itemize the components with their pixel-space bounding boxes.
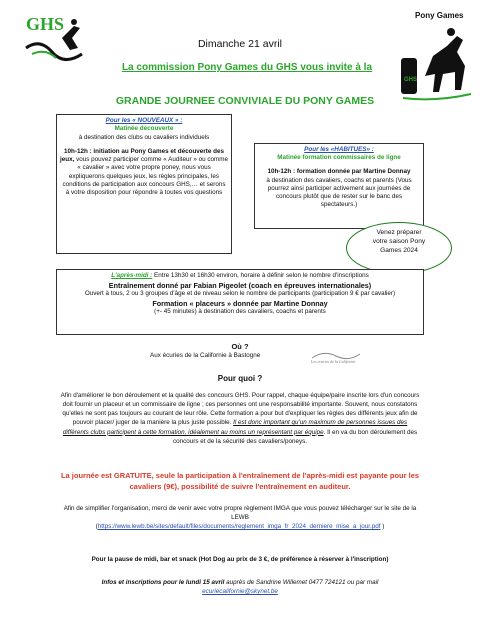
afternoon-intro-text: Entre 13h30 et 16h30 environ, horaire à définir selon le nombre d'inscriptions	[152, 272, 369, 279]
regulars-body-intro: 10h-12h : formation donnée par Martine Donnay	[267, 168, 411, 176]
contact-rest: auprès de Sandrine Willemet 0477 724121 ou par mail	[224, 579, 379, 586]
newcomers-subheading: Matinée découverte	[114, 125, 174, 133]
placeurs-desc: (+- 45 minutes) à destination des cavaliers, coachs et parents	[154, 308, 326, 316]
placeurs-title: Formation « placeurs » donnée par Martine Donnay	[152, 298, 328, 308]
free-notice: La journée est GRATUITE, seule la participation à l'entraînement de l'après-midi est payante pour les cavaliers (9€), possibilité de suivre l'entraînement en auditeur.	[60, 471, 420, 491]
regulars-body: à destination des cavaliers, coachs et parents (Vous pourrez ainsi participer activement aux journées de concours plutôt que de rester sur le banc des spectateurs.)	[266, 176, 412, 209]
event-date: Dimanche 21 avril	[197, 38, 283, 50]
contact-info	[60, 578, 420, 596]
regulars-heading: Pour les «HABITUES» :	[304, 146, 374, 153]
season-oval	[346, 222, 452, 274]
rules-link-line: (https://www.lewb.be/sites/default/files/documents/reglement_imga_fr_2024_derniere_mise_a_jour.pdf )	[95, 523, 385, 531]
newcomers-body	[60, 148, 228, 198]
training-title: Entraînement donné par Fabian Pigeolet (coach en épreuves internationales)	[108, 280, 372, 290]
regulars-subheading: Matinée formation commissaires de ligne	[277, 154, 401, 162]
newcomers-box	[56, 114, 232, 254]
oval-line-1: Venez préparer	[376, 229, 422, 236]
rules-link[interactable]: https://www.lewb.be/sites/default/files/documents/reglement_imga_fr_2024_derniere_mise_a_jour.pdf	[97, 523, 381, 531]
why-paragraph-emphasis: Il est donc important qu'un maximum de personnes issues des différents clubs participent à cette formation, idéalement au moins un représentant par équipe	[62, 419, 408, 436]
ecuries-logo	[310, 348, 362, 364]
svg-text:GHS: GHS	[26, 14, 65, 34]
oval-line-2: votre saison Pony	[372, 237, 426, 245]
afternoon-label: L'après-midi :	[111, 272, 153, 279]
why-heading: Pour quoi ?	[217, 374, 263, 383]
why-paragraph	[60, 391, 420, 446]
contact-deadline: Infos et inscriptions pour le lundi 15 avril	[101, 579, 225, 586]
newcomers-body-intro: 10h-12h : initiation au Pony Games et découverte des jeux,	[60, 147, 224, 164]
regulars-box	[254, 143, 424, 229]
svg-text:Pony Games: Pony Games	[415, 11, 464, 20]
afternoon-box	[56, 269, 424, 335]
rules-notice	[56, 504, 424, 531]
svg-text:Les écuries de la Californie: Les écuries de la Californie	[311, 359, 356, 364]
where-heading: Où ?	[231, 342, 249, 351]
lunch-notice: Pour la pause de midi, bar et snack (Hot Dog au prix de 3 €, de préférence à réserver à l'inscription)	[91, 556, 389, 563]
pony-games-logo	[395, 6, 475, 102]
rules-notice-text: Afin de simplifier l'organisation, merci de venir avec votre propre règlement IMGA que vous pouvez télécharger sur le site de la LEWB	[63, 505, 417, 522]
training-desc: Ouvert à tous, 2 ou 3 groupes d'âge et de niveau selon le nombre de participants (participation 9 € par cavalier)	[84, 290, 396, 298]
newcomers-destination: à destination des clubs ou cavaliers individuels	[78, 133, 210, 141]
why-paragraph-main: Afin d'améliorer le bon déroulement et la qualité des concours GHS. Pour rappel, chaque équipe/paire inscrite lors d'un concours doit fournir un placeur et un commissaire de ligne ; ces personnes ont une responsabilité importante. Souvent, nous constatons qu'elles ne sont pas toujours au courant de leur rôle. Cette formation a pour but d'expliquer les règles des différents jeux afin de pouvoir placer/ juger de la manière la plus juste possible.	[60, 392, 420, 427]
oval-line-3: Games 2024	[380, 246, 418, 254]
contact-email-link[interactable]: ecuriecalifornie@skynet.be	[202, 588, 278, 596]
newcomers-heading: Pour les « NOUVEAUX » :	[105, 117, 183, 124]
location-text: Aux écuries de la Californie à Bastogne	[150, 352, 261, 359]
why-paragraph-end: . Il en va du bon déroulement des concours et de la sécurité des cavaliers/poneys.	[172, 428, 418, 445]
event-title: GRANDE JOURNEE CONVIVIALE DU PONY GAMES	[115, 95, 375, 107]
afternoon-intro	[61, 272, 419, 281]
invite-line: La commission Pony Games du GHS vous invite à la	[121, 62, 373, 73]
svg-text:GHS: GHS	[404, 77, 418, 83]
contact-line	[60, 578, 420, 587]
newcomers-body-text: vous pouvez participer comme « Auditeur » ou comme « cavalier » avec votre propre poney, nous vous expliquerons quelques jeux, les règles principales, les conditions de participation aux concours GHS,… et serons à votre disposition pour répondre à toutes vos questions	[62, 156, 229, 197]
